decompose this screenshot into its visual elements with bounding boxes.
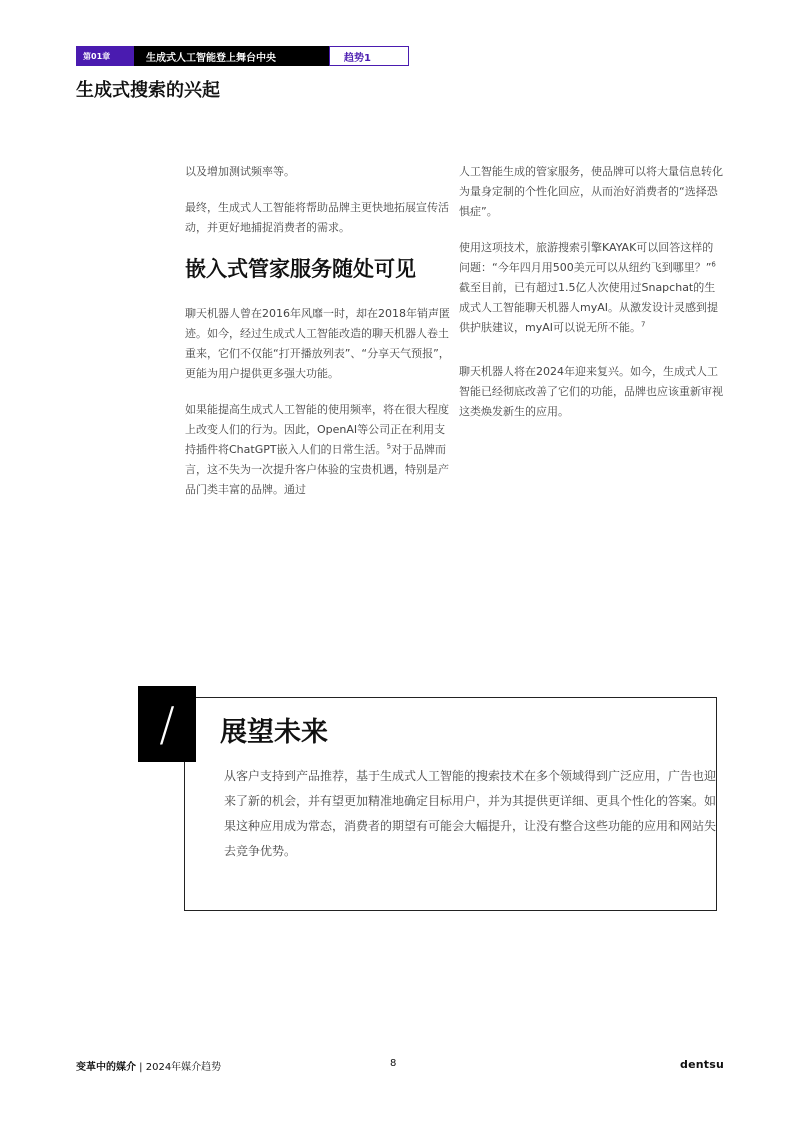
page-number: 8 — [390, 1058, 397, 1069]
publication-subtitle: 2024年媒介趋势 — [145, 1062, 222, 1073]
chapter-tag: 第01章 — [76, 46, 134, 66]
footer-separator: | — [136, 1062, 146, 1073]
paragraph: 以及增加测试频率等。 — [185, 165, 295, 178]
paragraph: 聊天机器人曾在2016年风靡一时，却在2018年销声匿迹。如今，经过生成式人工智能改造的聊天机器人卷土重来，它们不仅能“打开播放列表”、“分享天气预报”，更能为用户提供更多强大功能。 — [185, 307, 450, 380]
paragraph — [459, 238, 724, 338]
paragraph: 聊天机器人将在2024年迎来复兴。如今，生成式人工智能已经彻底改善了它们的功能，品牌也应该重新审视这类焕发新生的应用。 — [459, 365, 723, 418]
slash-tile: / — [138, 686, 196, 762]
paragraph-text: 使用这项技术，旅游搜索引擎KAYAK可以回答这样的问题：“今年四月用500美元可以从纽约飞到哪里？” — [459, 241, 714, 274]
footnote-ref: 6 — [711, 260, 716, 269]
outlook-text: 从客户支持到产品推荐，基于生成式人工智能的搜索技术在多个领域得到广泛应用，广告也迎来了新的机会，并有望更加精准地确定目标用户，并为其提供更详细、更具个性化的答案。如果这种应用成为常态，消费者的期望有可能会大幅提升，让没有整合这些功能的应用和网站失去竞争优势。 — [224, 769, 717, 858]
brand-logo: dentsu — [680, 1058, 725, 1071]
page-title: 生成式搜索的兴起 — [76, 80, 220, 101]
paragraph-text: 如果能提高生成式人工智能的使用频率，将在很大程度上改变人们的行为。因此，OpenAI等公司正在利用支持插件将ChatGPT嵌入人们的日常生活。 — [185, 403, 449, 456]
trend-tag: 趋势1 — [329, 46, 409, 66]
left-column — [185, 162, 450, 516]
footnote-ref: 7 — [641, 320, 646, 329]
paragraph: 人工智能生成的管家服务，使品牌可以将大量信息转化为量身定制的个性化回应，从而治好消费者的“选择恐惧症”。 — [459, 165, 723, 218]
paragraph: 最终，生成式人工智能将帮助品牌主更快地拓展宣传活动，并更好地捕捉消费者的需求。 — [185, 201, 449, 234]
paragraph-text: 截至目前，已有超过1.5亿人次使用过Snapchat的生成式人工智能聊天机器人myAI。从激发设计灵感到提供护肤建议，myAI可以说无所不能。 — [459, 281, 718, 334]
footer-publication — [76, 1058, 221, 1073]
paragraph — [185, 400, 450, 500]
section-title-tag: 生成式人工智能登上舞台中央 — [134, 46, 329, 66]
outlook-title: 展望未来 — [220, 717, 328, 748]
section-heading: 嵌入式管家服务随处可见 — [185, 257, 416, 281]
publication-name: 变革中的媒介 — [76, 1062, 136, 1073]
paragraph-text: 对于品牌而言，这不失为一次提升客户体验的宝贵机遇，特别是产品门类丰富的品牌。通过 — [185, 443, 449, 496]
footnote-ref: 5 — [386, 442, 392, 451]
right-column — [459, 162, 724, 438]
